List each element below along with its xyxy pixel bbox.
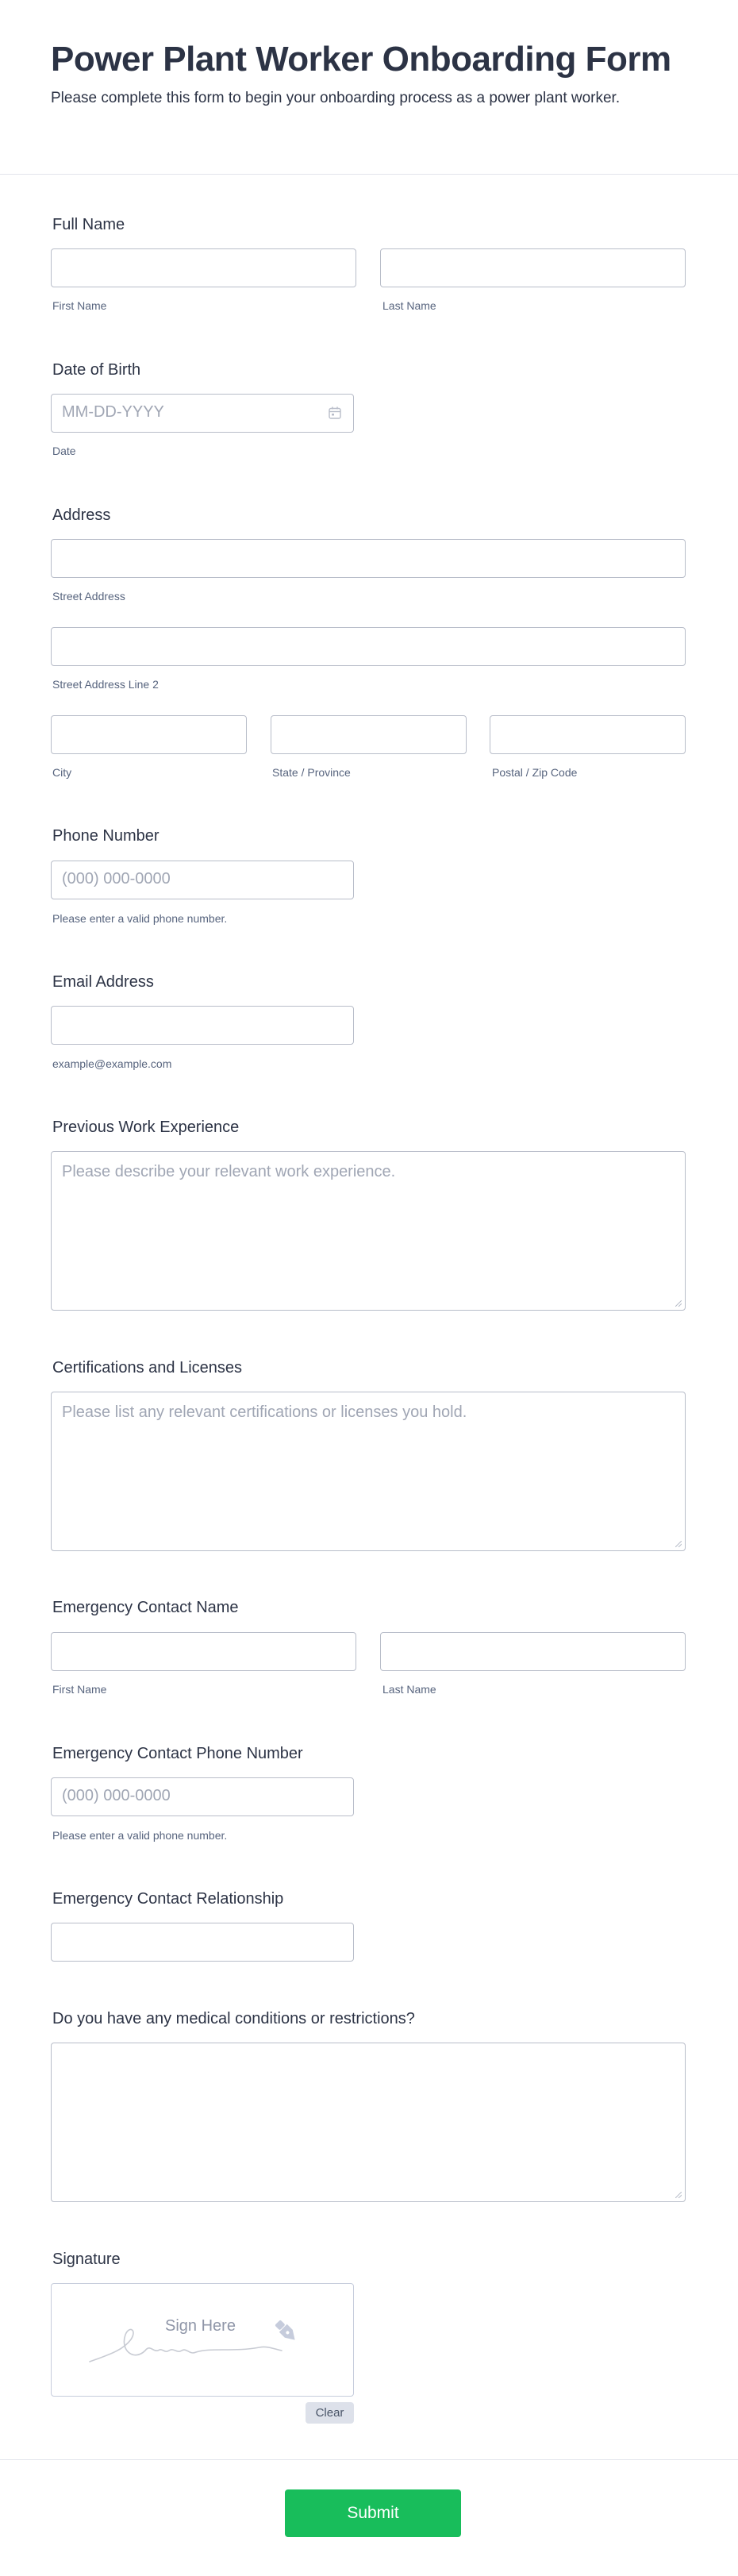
zip-input[interactable] bbox=[490, 715, 686, 754]
email-sublabel: example@example.com bbox=[52, 1057, 172, 1070]
street-address-input[interactable] bbox=[51, 539, 686, 578]
emergency-last-name-input[interactable] bbox=[380, 1632, 686, 1671]
email-label: Email Address bbox=[52, 973, 154, 991]
emergency-relationship-label: Emergency Contact Relationship bbox=[52, 1890, 284, 1908]
experience-textarea[interactable] bbox=[51, 1151, 686, 1311]
state-input[interactable] bbox=[271, 715, 467, 754]
last-name-input[interactable] bbox=[380, 248, 686, 287]
signature-hint: Sign Here bbox=[165, 2317, 236, 2335]
dob-placeholder: MM-DD-YYYY bbox=[62, 403, 164, 421]
street-address-sublabel: Street Address bbox=[52, 590, 125, 603]
form-subtitle: Please complete this form to begin your onboarding process as a power plant worker. bbox=[51, 90, 621, 106]
email-input[interactable] bbox=[51, 1006, 354, 1045]
emergency-phone-sublabel: Please enter a valid phone number. bbox=[52, 1829, 228, 1842]
city-sublabel: City bbox=[52, 766, 72, 779]
certs-textarea[interactable] bbox=[51, 1392, 686, 1551]
last-name-sublabel: Last Name bbox=[382, 299, 436, 312]
full-name-label: Full Name bbox=[52, 216, 125, 233]
dob-sublabel: Date bbox=[52, 445, 76, 457]
first-name-input[interactable] bbox=[51, 248, 356, 287]
experience-label: Previous Work Experience bbox=[52, 1119, 240, 1136]
phone-label: Phone Number bbox=[52, 827, 160, 845]
signature-scribble-icon bbox=[52, 2284, 355, 2397]
emergency-first-name-input[interactable] bbox=[51, 1632, 356, 1671]
experience-placeholder: Please describe your relevant work experience. bbox=[62, 1163, 396, 1180]
certs-placeholder: Please list any relevant certifications or licenses you hold. bbox=[62, 1404, 467, 1421]
emergency-phone-label: Emergency Contact Phone Number bbox=[52, 1745, 303, 1762]
phone-sublabel: Please enter a valid phone number. bbox=[52, 912, 228, 925]
emergency-name-label: Emergency Contact Name bbox=[52, 1599, 239, 1616]
footer-divider bbox=[0, 2459, 738, 2460]
header-divider bbox=[0, 174, 738, 175]
emergency-first-name-sublabel: First Name bbox=[52, 1683, 107, 1696]
phone-input[interactable] bbox=[51, 861, 354, 899]
dob-label: Date of Birth bbox=[52, 361, 141, 379]
emergency-phone-placeholder: (000) 000-0000 bbox=[62, 1787, 171, 1804]
pen-icon bbox=[272, 2317, 301, 2346]
emergency-relationship-input[interactable] bbox=[51, 1923, 354, 1962]
address-label: Address bbox=[52, 506, 111, 524]
resize-grip-icon[interactable] bbox=[675, 1300, 682, 1307]
city-input[interactable] bbox=[51, 715, 247, 754]
phone-placeholder: (000) 000-0000 bbox=[62, 870, 171, 888]
calendar-icon[interactable] bbox=[328, 406, 342, 420]
clear-signature-button[interactable]: Clear bbox=[306, 2402, 354, 2424]
street-address-line2-input[interactable] bbox=[51, 627, 686, 666]
emergency-phone-input[interactable] bbox=[51, 1777, 354, 1816]
resize-grip-icon[interactable] bbox=[675, 2192, 682, 2198]
emergency-last-name-sublabel: Last Name bbox=[382, 1683, 436, 1696]
signature-label: Signature bbox=[52, 2251, 121, 2268]
zip-sublabel: Postal / Zip Code bbox=[492, 766, 578, 779]
medical-textarea[interactable] bbox=[51, 2043, 686, 2202]
first-name-sublabel: First Name bbox=[52, 299, 107, 312]
medical-label: Do you have any medical conditions or restrictions? bbox=[52, 2010, 415, 2027]
dob-input[interactable] bbox=[51, 394, 354, 433]
state-sublabel: State / Province bbox=[272, 766, 351, 779]
submit-button[interactable]: Submit bbox=[285, 2489, 461, 2537]
certs-label: Certifications and Licenses bbox=[52, 1359, 243, 1377]
form-title: Power Plant Worker Onboarding Form bbox=[51, 40, 671, 79]
signature-pad[interactable] bbox=[51, 2283, 354, 2397]
street-address-line2-sublabel: Street Address Line 2 bbox=[52, 678, 159, 691]
resize-grip-icon[interactable] bbox=[675, 1541, 682, 1547]
